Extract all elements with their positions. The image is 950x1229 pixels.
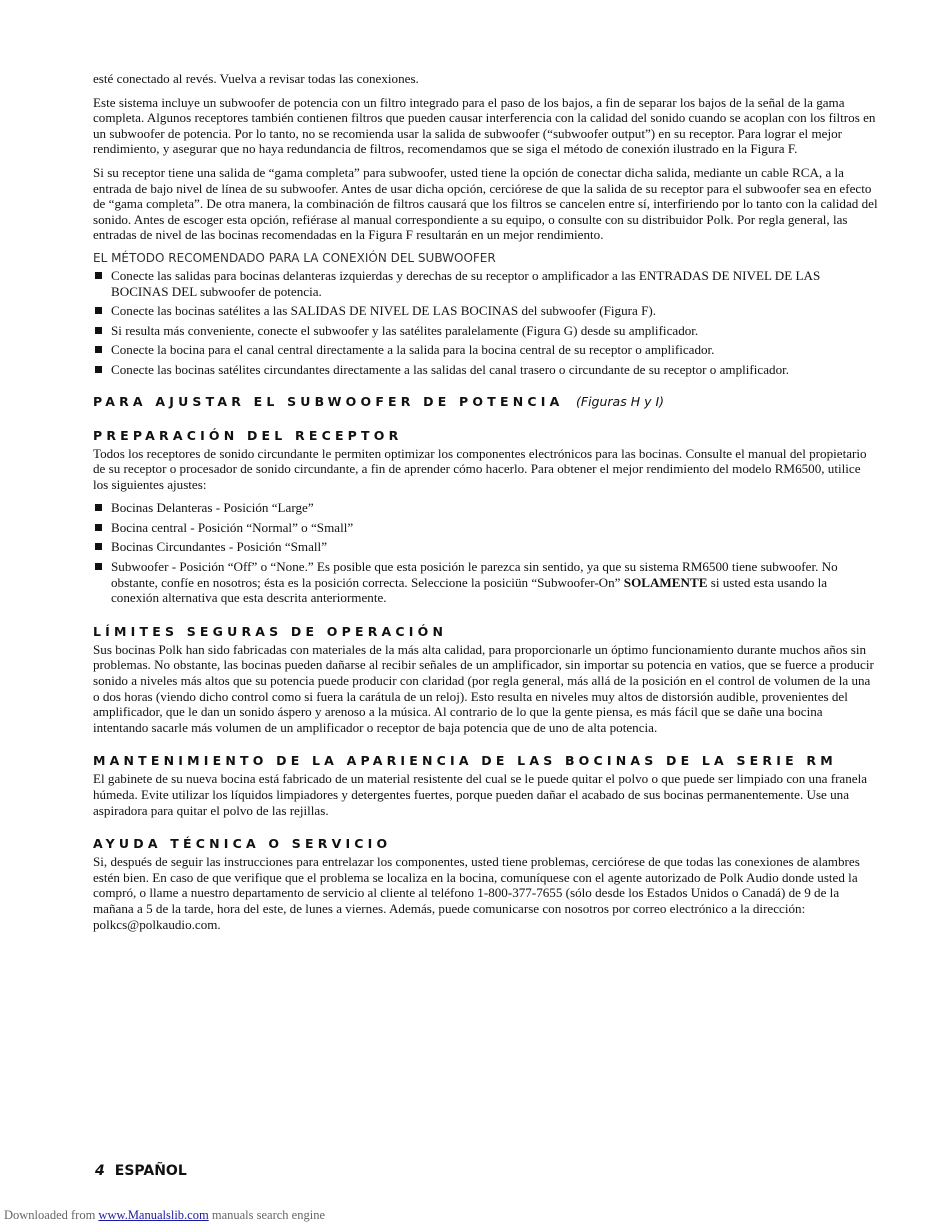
list-item: Bocina central - Posición “Normal” o “Small” (93, 520, 878, 536)
bullet-square-icon (95, 272, 102, 279)
bullet-square-icon (95, 307, 102, 314)
receiver-settings-list (93, 500, 878, 606)
method-list (93, 268, 878, 378)
limits-paragraph: Sus bocinas Polk han sido fabricadas con materiales de la más alta calidad, para proporcionarle un óptimo funcionamiento durante muchos años sin problemas. No obstante, las bocinas pueden dañarse al recibir señales de un amplificador, sin importar su potencia en vatios, que se fuerce a producir sonido a niveles más altos que su potencia puede producir con claridad (por regla general, más allá de la posición en el control de volumen de la una o dos horas (viendo dicho control como si fuera la carátula de un reloj). Esto resulta en niveles muy altos de distorsión audible, provenientes del amplificador, que le dan un sonido áspero y arenoso a la música. Al contrario de lo que la gente piensa, es más fácil que se dañe una bocina intentando sacarle más volumen de un amplificador o receptor de baja potencia que de uno de alta potencia. (93, 641, 874, 735)
intro-paragraph-2: Este sistema incluye un subwoofer de potencia con un filtro integrado para el paso de los bajos, a fin de separar los bajos de la señal de la gama completa. Algunos receptores también contienen filtros que pueden causar interferencia con la calidad del sonido cuando se acoplan con los filtros en un subwoofer de potencia. Por lo tanto, no se recomienda usar la salida de subwoofer (“subwoofer output”) en su receptor. Para lograr el mejor rendimiento, y asegurar que no haya redundancia de filtros, recomendamos que se siga el método de conexión ilustrado en la Figura F. (93, 94, 876, 157)
bullet-square-icon (95, 504, 102, 511)
download-prefix: Downloaded from (4, 1208, 96, 1222)
list-item: Si resulta más conveniente, conecte el subwoofer y las satélites paralelamente (Figura G) desde su amplificador. (93, 323, 878, 339)
bullet-square-icon (95, 543, 102, 550)
bullet-square-icon (95, 327, 102, 334)
section-title-maintenance: MANTENIMIENTO DE LA APARIENCIA DE LAS BOCINAS DE LA SERIE RM (93, 753, 837, 769)
footer-language: ESPAÑOL (114, 1163, 187, 1179)
support-paragraph: Si, después de seguir las instrucciones para entrelazar los componentes, usted tiene problemas, cerciórese de que todas las conexiones de alambres estén bien. En caso de que verifique que el problema se localiza en la bocina, comuníquese con el agente autorizado de Polk Audio donde usted la compró, o llame a nuestro departamento de servicio al cliente al teléfono 1-800-377-7655 (sólo desde los Estados Unidos o Canadá) de 9 de la mañana a 5 de la tarde, hora del este, de lunes a viernes. Además, puede comunicarse con nosotros por correo electrónico a la dirección: polkcs@polkaudio.com. (93, 854, 860, 932)
document-page (93, 71, 878, 940)
bullet-square-icon (95, 563, 102, 570)
section-title-receiver: PREPARACIÓN DEL RECEPTOR (93, 427, 403, 443)
manualslib-link[interactable]: www.Manualslib.com (98, 1208, 209, 1222)
list-item: Subwoofer - Posición “Off” o “None.” Es posible que esta posición le parezca sin sentido, ya que su sistema RM6500 tiene subwoofer. No obstante, confíe en nosotros; ésta es la posición correcta. Seleccione la posiciün “Subwoofer-On” SOLAMENTE si usted esta usando la conexión alternativa que esta descrita anteriormente. (93, 559, 878, 606)
receiver-paragraph: Todos los receptores de sonido circundante le permiten optimizar los componentes electrónicos para las bocinas. Consulte el manual del propietario de su receptor o procesador de sonido circundante, a fin de aprender cómo hacerlo. Para obtener el mejor rendimiento del modelo RM6500, utilice los siguientes ajustes: (93, 445, 867, 492)
method-heading: EL MÉTODO RECOMENDADO PARA LA CONEXIÓN DEL SUBWOOFER (93, 250, 496, 265)
bullet-square-icon (95, 524, 102, 531)
adjust-subtitle: (Figuras H y I) (576, 393, 665, 409)
list-item: Bocinas Delanteras - Posición “Large” (93, 500, 878, 516)
page-footer (95, 1163, 187, 1179)
bullet-square-icon (95, 366, 102, 373)
adjust-title-text: PARA AJUSTAR EL SUBWOOFER DE POTENCIA (93, 393, 564, 409)
section-title-adjust (93, 394, 878, 410)
section-title-support: AYUDA TÉCNICA O SERVICIO (93, 836, 392, 852)
emphasis-solamente: SOLAMENTE (623, 574, 708, 590)
intro-paragraph-1: esté conectado al revés. Vuelva a revisar todas las conexiones. (93, 71, 419, 86)
list-item: Conecte la bocina para el canal central directamente a la salida para la bocina central de su receptor o amplificador. (93, 342, 878, 358)
download-suffix: manuals search engine (211, 1208, 325, 1222)
intro-paragraph-3: Si su receptor tiene una salida de “gama completa” para subwoofer, usted tiene la opción de conectar dicha salida, mediante un cable RCA, a la entrada de bajo nivel de línea de su subwoofer. Antes de usar dicha opción, cerciórese de que la salida de su receptor para el subwoofer sea en efecto de “gama completa”. De otra manera, la combinación de filtros causará que los filtros se cancelen entre sí, interfiriendo por lo tanto con la calidad del sonido. Antes de escoger esta opción, refiérase al manual correspondiente a su equipo, o consulte con su distribuidor Polk. Por regla general, las entradas de nivel de las bocinas recomendadas en la Figura F resultarán en un mejor rendimiento. (93, 164, 878, 243)
section-title-limits: LÍMITES SEGURAS DE OPERACIÓN (93, 623, 448, 639)
download-notice (4, 1208, 325, 1223)
list-item: Conecte las bocinas satélites circundantes directamente a las salidas del canal trasero o circundante de su receptor o amplificador. (93, 362, 878, 378)
list-item: Conecte las salidas para bocinas delanteras izquierdas y derechas de su receptor o amplificador a las ENTRADAS DE NIVEL DE LAS BOCINAS DEL subwoofer de potencia. (93, 268, 878, 299)
maintenance-paragraph: El gabinete de su nueva bocina está fabricado de un material resistente del cual se le puede quitar el polvo o que puede ser limpiado con una franela húmeda. Evite utilizar los líquidos limpiadores y detergentes fuertes, porque pueden dañar el acabado de sus bocinas permanentemente. Use una aspiradora para quitar el polvo de las rejillas. (93, 771, 868, 818)
list-item: Conecte las bocinas satélites a las SALIDAS DE NIVEL DE LAS BOCINAS del subwoofer (Figura F). (93, 303, 878, 319)
list-item: Bocinas Circundantes - Posición “Small” (93, 539, 878, 555)
bullet-square-icon (95, 346, 102, 353)
page-number: 4 (95, 1163, 105, 1179)
